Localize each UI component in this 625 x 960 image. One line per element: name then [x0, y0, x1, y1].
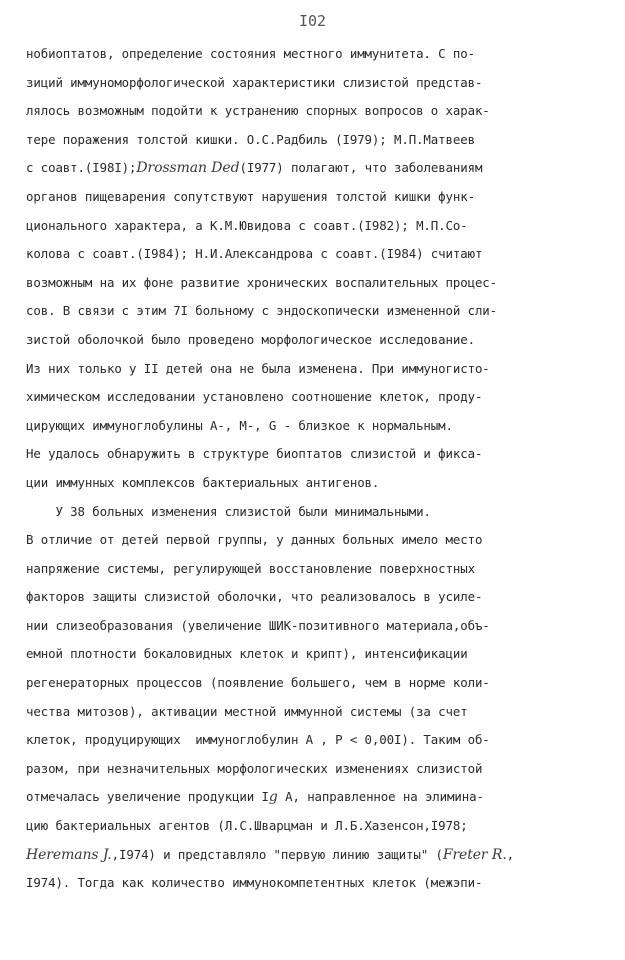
- text-segment: отмечалась увеличение продукции I: [26, 789, 269, 805]
- text-line: емной плотности бокаловидных клеток и крипт), интенсификации: [26, 646, 468, 662]
- handwritten-ig-subscript: g: [268, 789, 278, 806]
- text-line: регенераторных процессов (появление большего, чем в норме коли-: [26, 675, 490, 691]
- text-line: химическом исследовании установлено соотношение клеток, проду-: [26, 389, 483, 405]
- text-line: [26, 841, 611, 870]
- text-line: зистой оболочкой было проведено морфологическое исследование.: [26, 331, 475, 347]
- text-line: В отличие от детей первой группы, у данных больных имело место: [26, 532, 483, 548]
- text-line: Не удалось обнаружить в структуре биоптатов слизистой и фикса-: [26, 446, 483, 462]
- text-line: клеток, продуцирующих иммуноглобулин А , Р < 0,00I). Таким об-: [26, 732, 490, 748]
- text-line: возможным на их фоне развитие хронических воспалительных процес-: [26, 274, 498, 290]
- text-line: У 38 больных изменения слизистой были минимальными.: [26, 503, 431, 519]
- text-line: напряжение системы, регулирующей восстановление поверхностных: [26, 560, 475, 576]
- text-segment: А, направленное на элимина-: [277, 789, 484, 805]
- text-line: [26, 154, 611, 183]
- text-line: [26, 783, 611, 812]
- handwritten-author-heremans: Heremans J.: [26, 846, 112, 863]
- text-line: ции иммунных комплексов бактериальных антигенов.: [26, 474, 380, 490]
- text-segment: с соавт.(I98I);: [26, 160, 137, 176]
- text-line: органов пищеварения сопутствуют нарушения толстой кишки функ-: [26, 188, 475, 204]
- text-segment: ,I974) и представляло "первую линию защиты" (: [111, 846, 443, 862]
- text-line: колова с соавт.(I984); Н.И.Александрова с соавт.(I984) считают: [26, 246, 483, 262]
- text-line: факторов защиты слизистой оболочки, что реализовалось в усиле-: [26, 589, 483, 605]
- text-segment: (I977) полагают, что заболеваниям: [239, 160, 483, 176]
- text-line: чества митозов), активации местной иммунной системы (за счет: [26, 703, 468, 719]
- text-line: цию бактериальных агентов (Л.С.Шварцман и Л.Б.Хазенсон,I978;: [26, 818, 468, 834]
- text-line: лялось возможным подойти к устранению спорных вопросов о харак-: [26, 103, 490, 119]
- handwritten-author-drossman: Drossman Ded: [136, 160, 240, 177]
- text-line: нии слизеобразования (увеличение ШИК-позитивного материала,объ-: [26, 617, 490, 633]
- text-line: I974). Тогда как количество иммунокомпетентных клеток (межэпи-: [26, 875, 483, 891]
- text-line: тере поражения толстой кишки. О.С.Радбиль (I979); М.П.Матвеев: [26, 131, 475, 147]
- text-line: Из них только у II детей она не была изменена. При иммуногисто-: [26, 360, 490, 376]
- text-segment: ,: [506, 846, 515, 862]
- text-line: сов. В связи с этим 7I больному с эндоскопически измененной сли-: [26, 303, 498, 319]
- text-line: ционального характера, а К.М.Ювидова с соавт.(I982); М.П.Со-: [26, 217, 468, 233]
- handwritten-author-freter: Freter R.: [442, 846, 507, 863]
- typed-text-body: [26, 40, 611, 898]
- text-line: разом, при незначительных морфологических изменениях слизистой: [26, 760, 483, 776]
- text-line: нобиоптатов, определение состояния местного иммунитета. С по-: [26, 46, 475, 61]
- text-line: цирующих иммуноглобулины А-, М-, G - близкое к нормальным.: [26, 417, 453, 433]
- text-line: зиций иммуноморфологической характеристики слизистой представ-: [26, 74, 483, 90]
- page-number: I02: [298, 12, 327, 30]
